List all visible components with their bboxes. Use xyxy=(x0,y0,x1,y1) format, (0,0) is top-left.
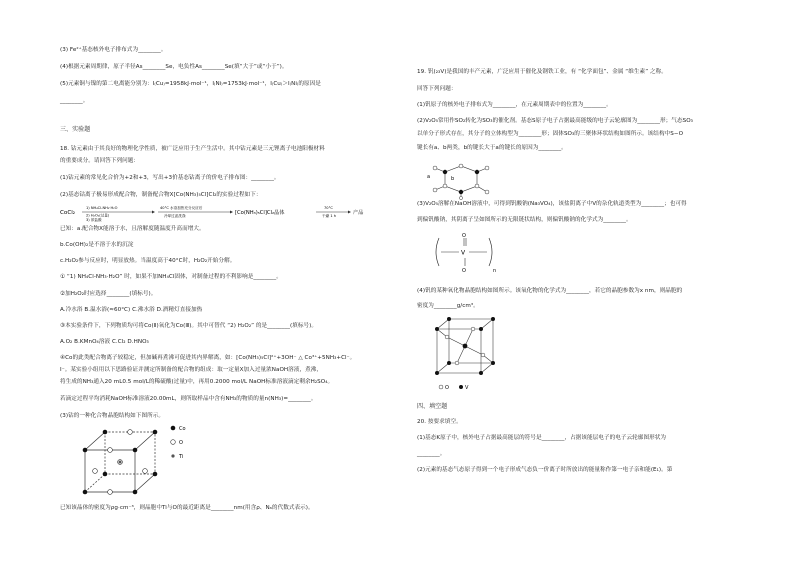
legend-ti-label: Ti xyxy=(179,454,184,460)
legend-co-marker xyxy=(171,426,176,431)
scheme-arrowhead-1 xyxy=(152,211,155,214)
legend-v-label: V xyxy=(465,385,469,391)
chain-o-bottom: O xyxy=(462,268,466,274)
q20-intro: 20. 按要求填空。 xyxy=(417,419,462,425)
q18-sub4-3: 将生成的NH₃通入20 mL0.5 mol/L的稀硫酸(过量)中，再用0.2000 mol/L NaOH标准溶液滴定剩余H₂SO₄。 xyxy=(60,379,334,385)
q18-sub3-options: A.O₂ B.KMnO₄溶液 C.Cl₂ D.HNO₃ xyxy=(60,339,149,345)
q18-1-line: (1)钴元素的常见化合价为+2和+3，写出+3价基态钴离子的价电子排布图：________。 xyxy=(60,175,280,181)
q18-sub2-options: A.冷水浴 B.温水浴(≈60°C) C.沸水浴 D.酒精灯直接加热 xyxy=(60,307,203,313)
q20-1-line2: ________。 xyxy=(417,451,446,457)
perovskite-cell-figure xyxy=(75,420,225,496)
q18-known-c: c.H₂O₂参与反应时，明显放热。当温度高于40°C时，H₂O₂开始分解。 xyxy=(60,258,236,264)
q17-3-line: (3) Fe²⁺基态核外电子排布式为________。 xyxy=(60,47,167,53)
q20-2-line1: (2)元素的基态气态原子得到一个电子形成气态负一价离子时所放出的能量称作第一电子亲和能(E₁)。第 xyxy=(417,467,673,473)
left-column xyxy=(60,0,395,562)
q18-known-b: b.Co(OH)₂是不溶于水的沉淀 xyxy=(60,242,134,248)
q19-intro-2: 回答下列问题： xyxy=(417,86,457,92)
q18-sub1: ① “1) NH₄Cl-NH₃·H₂O” 时，如果不加NH₄Cl固体，对制备过程的不利影响是________。 xyxy=(60,274,282,280)
legend-o-label-right: O xyxy=(445,385,449,391)
q19-4-line2: 密度为________g/cm³。 xyxy=(417,303,479,309)
section-heading-experiment: 三、实验题 xyxy=(60,126,91,133)
scheme-step1-bottom2: 3) 浓盐酸 xyxy=(86,218,102,222)
scheme-end-bottom: 干燥 1 h xyxy=(322,214,337,218)
legend-v-marker xyxy=(459,385,463,389)
q19-2-line1: (2)V₂O₅常用作SO₂转化为SO₃的催化剂。基态S原子电子占据最高能级的电子云轮廓图为________形；气态SO₃ xyxy=(417,118,693,124)
q18-intro-1: 18. 钴元素由于其良好的物理化学性质，被广泛应用于生产生活中。其中钴元素是三元锂离子电池阳极材料 xyxy=(60,146,325,152)
ring-label-b: b xyxy=(451,176,455,182)
q19-2-line2: 以单分子形式存在，其分子的立体构型为________形；固体SO₃的三聚体环状结构如图所示。该结构中S−O xyxy=(417,131,684,137)
q19-3-line1: (3)V₂O₅溶解在NaOH溶液中，可得到钒酸钠(Na₃VO₄)，该盐阴离子中V的杂化轨道类型为________；也可得 xyxy=(417,201,687,207)
q19-4-line1: (4)钒的某种氧化物晶胞结构如图所示。该氧化物的化学式为________，若它的晶胞参数为x nm，则晶胞的 xyxy=(417,288,683,294)
q19-1-line: (1)钒原子的核外电子排布式为________，在元素周期表中的位置为________。 xyxy=(417,102,612,108)
legend-o-marker xyxy=(171,440,176,445)
q18-sub4-1: ④Co的此类配合物离子较稳定，但加碱再煮沸可促进其内界解离，如：[Co(NH₃)₅Cl]²⁺+3OH⁻ △ Co³⁺+5NH₃+Cl⁻。 xyxy=(60,355,356,361)
q18-sub4-4: 若滴定过程平均消耗NaOH标准溶液20.00mL，则所取样品中含有NH₃的物质的量n(NH₃)=________。 xyxy=(60,396,317,402)
scheme-arrowhead-3 xyxy=(348,211,351,214)
q18-intro-2: 的重要成分。请回答下列问题： xyxy=(60,158,140,164)
q19-intro-1: 19. 钒(₂₃V)是我国的丰产元素，广泛应用于催化及钢铁工业，有 “化学面包”、金属 “维生素” 之称。 xyxy=(417,69,667,75)
chain-o-top: O xyxy=(462,233,466,239)
scheme-mid-bottom: 冷却过滤洗涤 xyxy=(164,214,186,218)
legend-o-label: O xyxy=(179,440,183,446)
q18-sub3: ③本实验条件下，下列物质均可将Co(Ⅱ)氧化为Co(Ⅲ)。其中可替代 “2) H₂O₂” 的是________(填标号)。 xyxy=(60,323,317,329)
chain-n-label: n xyxy=(493,268,497,274)
q18-2-line: (2)基态钴离子极易形成配合物，制备配合物X[Co(NH₃)₅Cl]Cl₂的实验过程如下： xyxy=(60,192,262,198)
scheme-start: CoCl₂ xyxy=(60,210,76,216)
section-heading-fill: 四、填空题 xyxy=(417,403,448,410)
synthesis-scheme xyxy=(60,202,390,222)
vanadium-oxide-cell-figure xyxy=(427,315,507,395)
q19-2-line3: 键长有a、b两类，b的键长大于a的键长的原因为________。 xyxy=(417,145,567,151)
ti-center-atom xyxy=(119,461,122,464)
q18-known-a: 已知：a.配合物X能溶于水，且溶解度随温度升高而增大。 xyxy=(60,226,205,232)
q20-1-line1: (1)基态K原子中，核外电子占据最高能层的符号是________，占据该能层电子的电子云轮廓图形状为 xyxy=(417,435,667,441)
ring-label-a: a xyxy=(427,174,431,180)
scheme-product: [Co(NH₃)₅Cl]Cl₂晶体 xyxy=(235,210,285,216)
scheme-step1-top: 1) NH₄Cl-NH₃·H₂O xyxy=(86,206,118,210)
chain-v-label: V xyxy=(461,249,466,257)
q18-3-line: (3)钴的一种化合物晶胞结构如下图所示。 xyxy=(60,413,165,419)
legend-ti-marker xyxy=(171,454,174,457)
right-column xyxy=(417,0,762,562)
q18-sub4-2: I⁻。某实验小组用以下思路验证并测定所制备的配合物的组成：取一定量X加入过量浓NaOH溶液，煮沸， xyxy=(60,367,323,373)
so3-trimer-figure xyxy=(423,158,503,200)
q18-3-answer-line: 已知该晶体的密度为ρg·cm⁻³，则晶胞中Ti与O的最近距离是________nm(用含ρ、Nₐ的代数式表示)。 xyxy=(60,505,314,511)
q17-5-blank: ________。 xyxy=(60,98,89,104)
scheme-mid-top: 40°C 水浴加热充分反应后 xyxy=(160,206,203,210)
q19-3-line2: 到偏钒酸钠，其阴离子呈如图所示的无限链状结构，则偏钒酸钠的化学式为________。 xyxy=(417,217,632,223)
scheme-step1-bottom1: 2) H₂O₂(过量) xyxy=(86,213,110,218)
scheme-end-top: 70°C xyxy=(324,206,333,210)
scheme-end: 产品 xyxy=(353,210,364,216)
q17-5-line: (5)元素铜与镍的第二电离能分别为：I₍Cu₎=1958kJ·mol⁻¹，I₍Ni₎=1753kJ·mol⁻¹，I₍Cu₎＞I₍Ni₎的原因是 xyxy=(60,81,321,87)
metavanadate-chain-figure xyxy=(429,232,509,276)
legend-co-label: Co xyxy=(179,426,186,432)
legend-o-marker-right xyxy=(439,385,443,389)
scheme-arrowhead-2 xyxy=(230,211,233,214)
q17-4-line: (4)根据元素周期律，原子半径As________Se，电负性As________Se(填“大于”或“小于”)。 xyxy=(60,64,288,70)
q18-sub2: ②加H₂O₂时应选择________(填标号)。 xyxy=(60,291,157,297)
